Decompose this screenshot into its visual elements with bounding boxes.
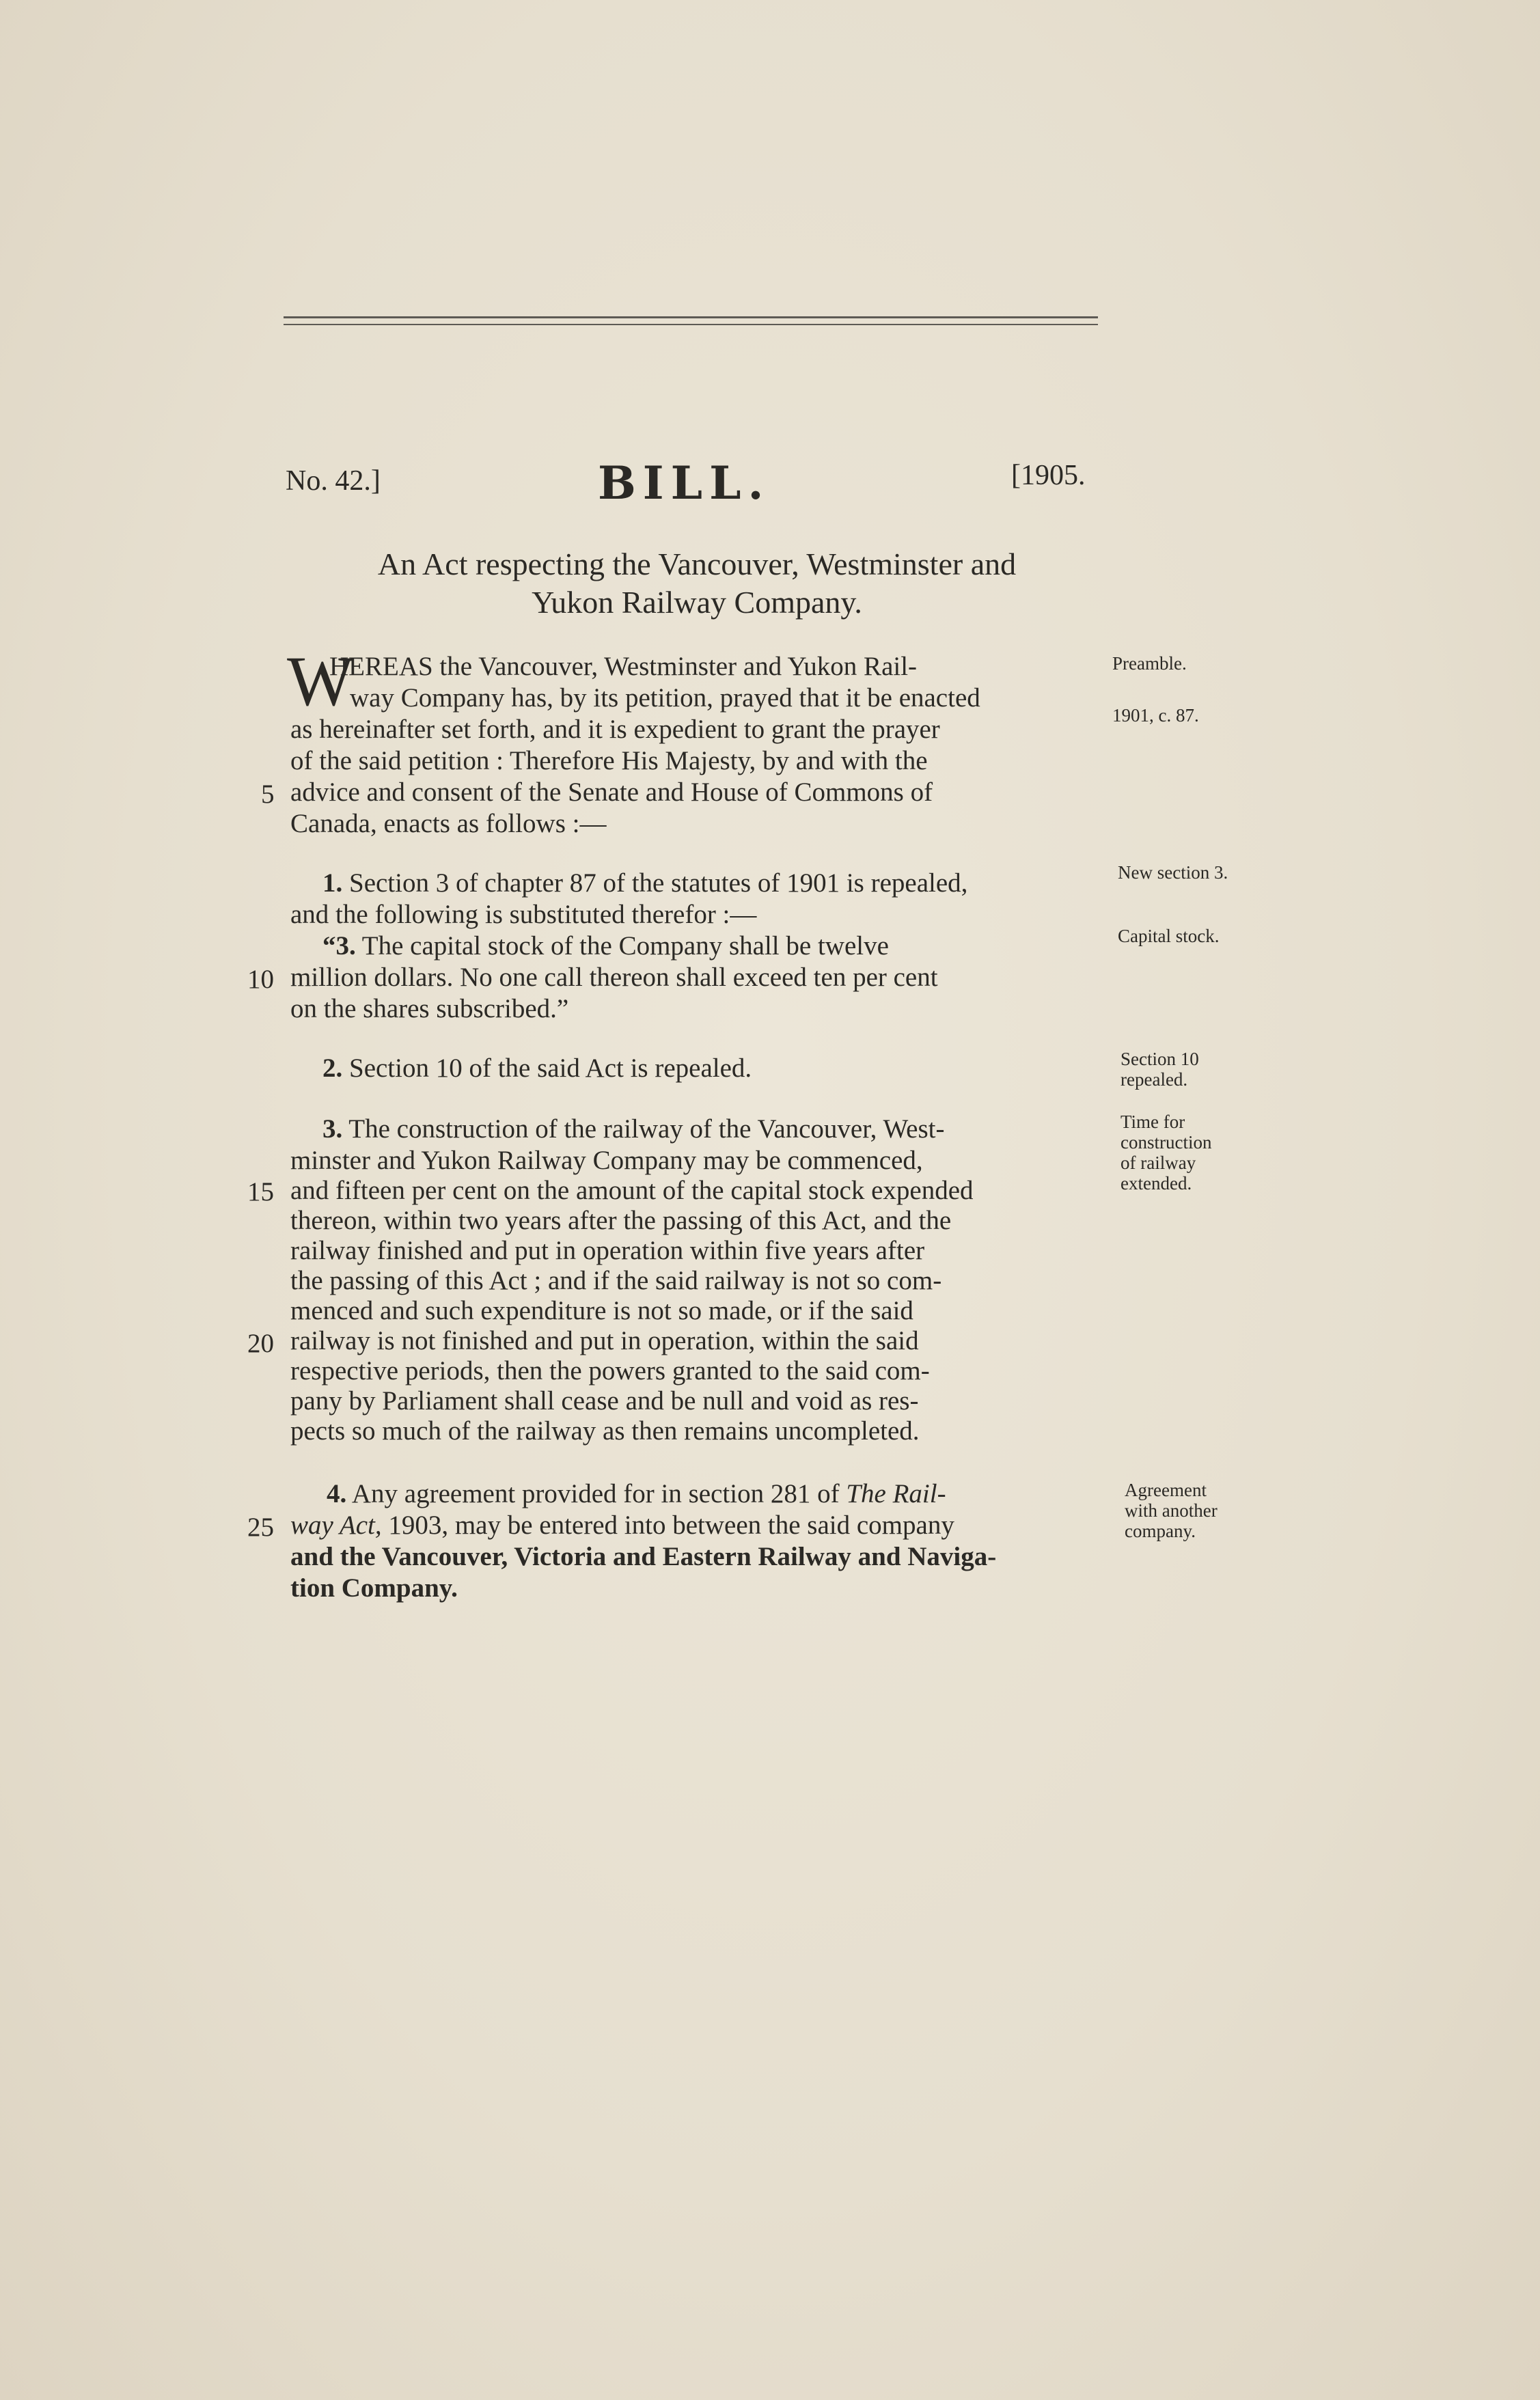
- preamble-line: way Company has, by its petition, prayed that it be enacted: [350, 683, 980, 713]
- section4-line: tion Company.: [290, 1573, 458, 1603]
- header-rule-top: [284, 316, 1098, 318]
- section3-line: pects so much of the railway as then remains uncompleted.: [290, 1416, 920, 1446]
- marginal-note-time: [1120, 1112, 1211, 1194]
- line-number: 25: [247, 1513, 274, 1542]
- act-title-line2: Yukon Railway Company.: [532, 585, 862, 620]
- section4-text: 1903, may be entered into between the said company: [388, 1511, 954, 1540]
- marginal-note-new-section: New section 3.: [1118, 862, 1228, 883]
- preamble-line: as hereinafter set forth, and it is expedient to grant the prayer: [290, 715, 940, 744]
- line-number: 15: [247, 1177, 274, 1206]
- section3-line: minster and Yukon Railway Company may be commenced,: [290, 1146, 923, 1175]
- section1-text: The capital stock of the Company shall be twelve: [361, 931, 889, 961]
- section4-text: Any agreement provided for in section 281 of: [351, 1479, 840, 1508]
- preamble-line: of the said petition : Therefore His Majesty, by and with the: [290, 746, 928, 775]
- preamble-line: HEREAS the Vancouver, Westminster and Yukon Rail-: [329, 652, 918, 681]
- marginal-note-line: with another: [1125, 1500, 1218, 1521]
- marginal-note-line: Section 10: [1120, 1049, 1199, 1069]
- section3-line: railway finished and put in operation within five years after: [290, 1236, 925, 1265]
- marginal-note-line: extended.: [1120, 1173, 1192, 1194]
- bill-number: No. 42.]: [286, 465, 381, 497]
- marginal-note-citation: 1901, c. 87.: [1112, 705, 1199, 726]
- section4-line: [327, 1478, 946, 1510]
- marginal-note-capital-stock: Capital stock.: [1118, 926, 1220, 946]
- section1-line: [322, 868, 967, 899]
- section4-number: 4.: [327, 1479, 347, 1508]
- section3-line: and fifteen per cent on the amount of the capital stock expended: [290, 1176, 974, 1205]
- section1-number: 1.: [322, 868, 343, 898]
- section3-line: respective periods, then the powers granted to the said com-: [290, 1356, 930, 1385]
- marginal-note-line: company.: [1125, 1521, 1196, 1541]
- section3-line: [322, 1114, 944, 1145]
- preamble-line: advice and consent of the Senate and House of Commons of: [290, 777, 933, 807]
- marginal-note-line: Agreement: [1125, 1480, 1207, 1500]
- act-title-line1: An Act respecting the Vancouver, Westminster and: [377, 547, 1017, 581]
- marginal-note-preamble: Preamble.: [1112, 653, 1187, 674]
- marginal-note-line: repealed.: [1120, 1069, 1188, 1090]
- marginal-note-section10: [1120, 1049, 1199, 1090]
- line-number: 5: [261, 780, 275, 809]
- section3-text: The construction of the railway of the Vancouver, West-: [348, 1114, 945, 1144]
- section2-text: Section 10 of the said Act is repealed.: [349, 1053, 752, 1083]
- section1-text: Section 3 of chapter 87 of the statutes of 1901 is repealed,: [349, 868, 968, 898]
- marginal-note-line: of railway: [1120, 1153, 1196, 1173]
- marginal-note-line: Time for: [1120, 1112, 1185, 1132]
- preamble-dropcap: W: [287, 642, 355, 721]
- quoted-section-number: “3.: [322, 931, 356, 961]
- section3-line: pany by Parliament shall cease and be null and void as res-: [290, 1386, 919, 1416]
- section1-line: million dollars. No one call thereon shall exceed ten per cent: [290, 963, 938, 992]
- line-number: 20: [247, 1329, 274, 1358]
- section4-line: [290, 1510, 954, 1541]
- section2-number: 2.: [322, 1053, 343, 1083]
- act-title: [287, 545, 1107, 622]
- bill-year: [1905.: [1011, 460, 1086, 491]
- marginal-note-line: construction: [1120, 1132, 1212, 1153]
- line-number: 10: [247, 965, 274, 994]
- header-rule-bottom: [284, 324, 1098, 325]
- preamble-line: Canada, enacts as follows :—: [290, 809, 607, 838]
- section3-line: menced and such expenditure is not so made, or if the said: [290, 1296, 913, 1325]
- section4-line: and the Vancouver, Victoria and Eastern Railway and Naviga-: [290, 1542, 997, 1571]
- section3-line: thereon, within two years after the passing of this Act, and the: [290, 1206, 952, 1235]
- section3-number: 3.: [322, 1114, 343, 1144]
- bill-heading: BILL.: [598, 456, 771, 510]
- act-title-italic: The Rail-: [846, 1479, 946, 1508]
- section1-line: and the following is substituted therefor :—: [290, 900, 757, 929]
- act-title-italic: way Act,: [290, 1511, 382, 1540]
- section3-line: the passing of this Act ; and if the said railway is not so com-: [290, 1266, 942, 1295]
- section3-line: railway is not finished and put in operation, within the said: [290, 1326, 919, 1355]
- section1-line: [322, 930, 889, 962]
- section1-line: on the shares subscribed.”: [290, 994, 569, 1023]
- section2-line: [322, 1053, 752, 1084]
- marginal-note-agreement: [1125, 1480, 1218, 1541]
